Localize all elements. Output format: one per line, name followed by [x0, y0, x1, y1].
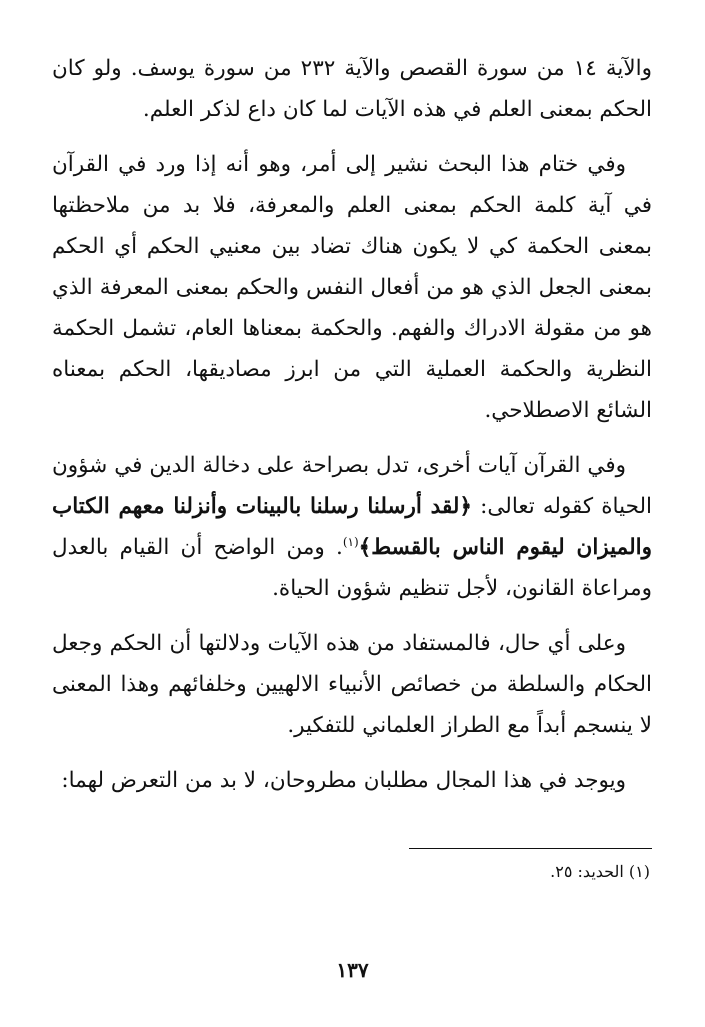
- page-body: [52, 48, 652, 815]
- page-number: ١٣٧: [336, 958, 369, 982]
- paragraph-3-intro: وفي القرآن آيات أخرى، تدل بصراحة على دخالة الدين في شؤون الحياة كقوله تعالى:: [52, 453, 652, 519]
- footnote-reference[interactable]: (١): [342, 534, 359, 549]
- footnote-divider: [409, 848, 652, 849]
- paragraph-4: وعلى أي حال، فالمستفاد من هذه الآيات ودلالتها أن الحكم وجعل الحكام والسلطة من خصائص الأنبياء الالهيين وخلفائهم وهذا المعنى لا ينسجم أبداً مع الطراز العلماني للتفكير.: [52, 631, 652, 738]
- quran-verse: ﴿لقد أرسلنا رسلنا بالبينات وأنزلنا معهم الكتاب والميزان ليقوم الناس بالقسط﴾: [52, 494, 652, 560]
- paragraph-3: [52, 445, 652, 609]
- paragraph-1: والآية ١٤ من سورة القصص والآية ٢٣٢ من سورة يوسف. ولو كان الحكم بمعنى العلم في هذه الآيات لما كان داع لذكر العلم.: [52, 56, 652, 122]
- footnote: (١) الحديد: ٢٥.: [550, 862, 650, 881]
- paragraph-3-rest: . ومن الواضح أن القيام بالعدل ومراعاة القانون، لأجل تنظيم شؤون الحياة.: [52, 535, 652, 601]
- paragraph-5: ويوجد في هذا المجال مطلبان مطروحان، لا بد من التعرض لهما:: [61, 768, 626, 793]
- paragraph-2: وفي ختام هذا البحث نشير إلى أمر، وهو أنه إذا ورد في القرآن في آية كلمة الحكم بمعنى العلم والمعرفة، فلا بد من ملاحظتها بمعنى الحكمة كي لا يكون هناك تضاد بين معنيي الحكم أي الحكم بمعنى الجعل الذي هو من أفعال النفس والحكم بمعنى المعرفة الذي هو من مقولة الادراك والفهم. والحكمة بمعناها العام، تشمل الحكمة النظرية والحكمة العملية التي من ابرز مصاديقها، الحكم بمعناه الشائع الاصطلاحي.: [52, 152, 652, 423]
